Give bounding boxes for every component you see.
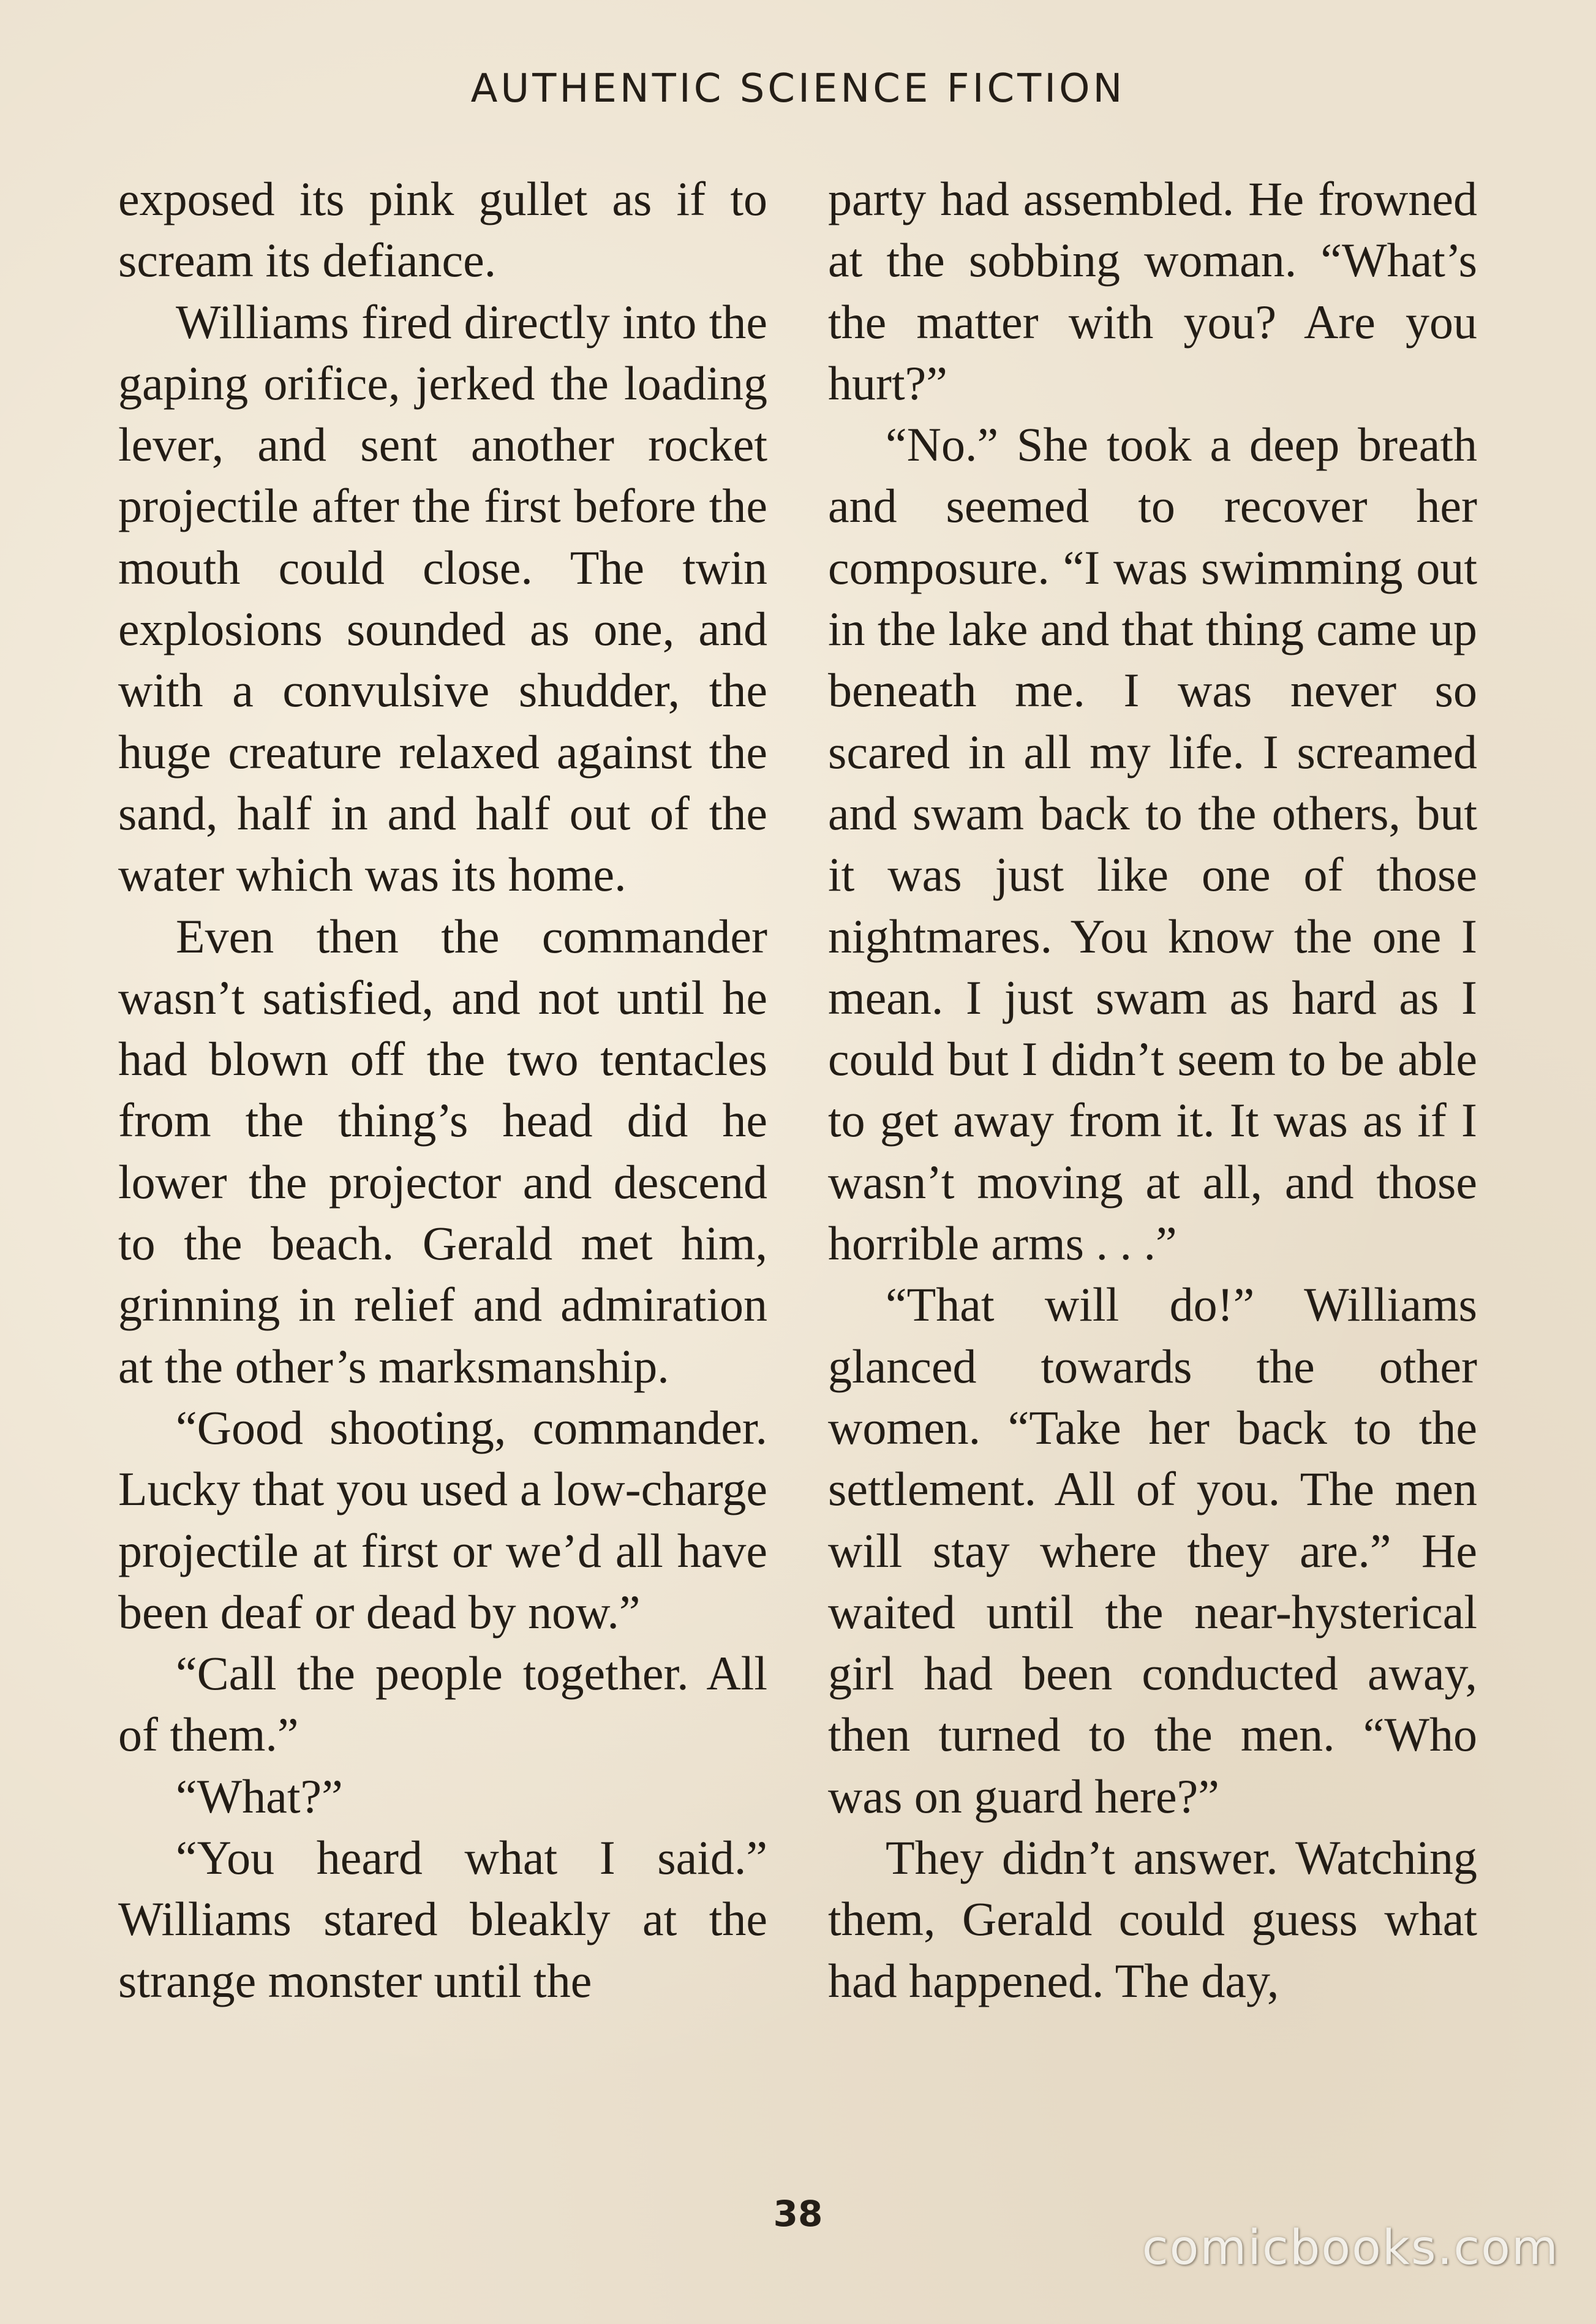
page-number: 38: [773, 2193, 823, 2235]
watermark: comicbooks.com: [1142, 2220, 1559, 2276]
paragraph: “That will do!” Williams glanced towards the other women. “Take her back to the settlement. All of you. The men will stay where they are.” He waited until the near-hysterical girl had been conducted away, then turned to the men. “Who was on guard here?”: [828, 1278, 1477, 1823]
paragraph: They didn’t answer. Watching them, Gerald could guess what had happened. The day,: [828, 1831, 1477, 2007]
paragraph-continued: party had assembled. He frowned at the sobbing woman. “What’s the matter with you? Are you hurt?”: [828, 172, 1477, 410]
paragraph: “Good shooting, commander. Lucky that you used a low-charge projectile at first or we’d all have been deaf or dead by now.”: [118, 1400, 767, 1639]
paragraph: “What?”: [176, 1769, 343, 1823]
paragraph: Even then the commander wasn’t satisfied, and not until he had blown off the two tentacles from the thing’s head did he lower the projector and descend to the beach. Gerald met him, grinning in relief and admiration at the other’s marksmanship.: [118, 909, 767, 1393]
paragraph-continued: exposed its pink gullet as if to scream its defiance.: [118, 172, 767, 287]
paragraph: Williams fired directly into the gaping orifice, jerked the loading lever, and sent another rocket projectile after the first before the mouth could close. The twin explosions sounded as one, and with a convulsive shudder, the huge creature relaxed against the sand, half in and half out of the water which was its home.: [118, 295, 767, 902]
paragraph: “No.” She took a deep breath and seemed to recover her composure. “I was swimming out in the lake and that thing came up beneath me. I was never so scared in all my life. I screamed and swam back to the others, but it was just like one of those nightmares. You know the one I mean. I just swam as hard as I could but I didn’t seem to be able to get away from it. It was as if I wasn’t moving at all, and those horrible arms . . .”: [828, 418, 1477, 1270]
right-column: [828, 168, 1477, 2012]
left-column: [118, 168, 767, 2012]
paragraph: “You heard what I said.” Williams stared bleakly at the strange monster until the: [118, 1831, 767, 2007]
running-header: AUTHENTIC SCIENCE FICTION: [470, 66, 1126, 111]
paragraph: “Call the people together. All of them.”: [118, 1647, 767, 1762]
